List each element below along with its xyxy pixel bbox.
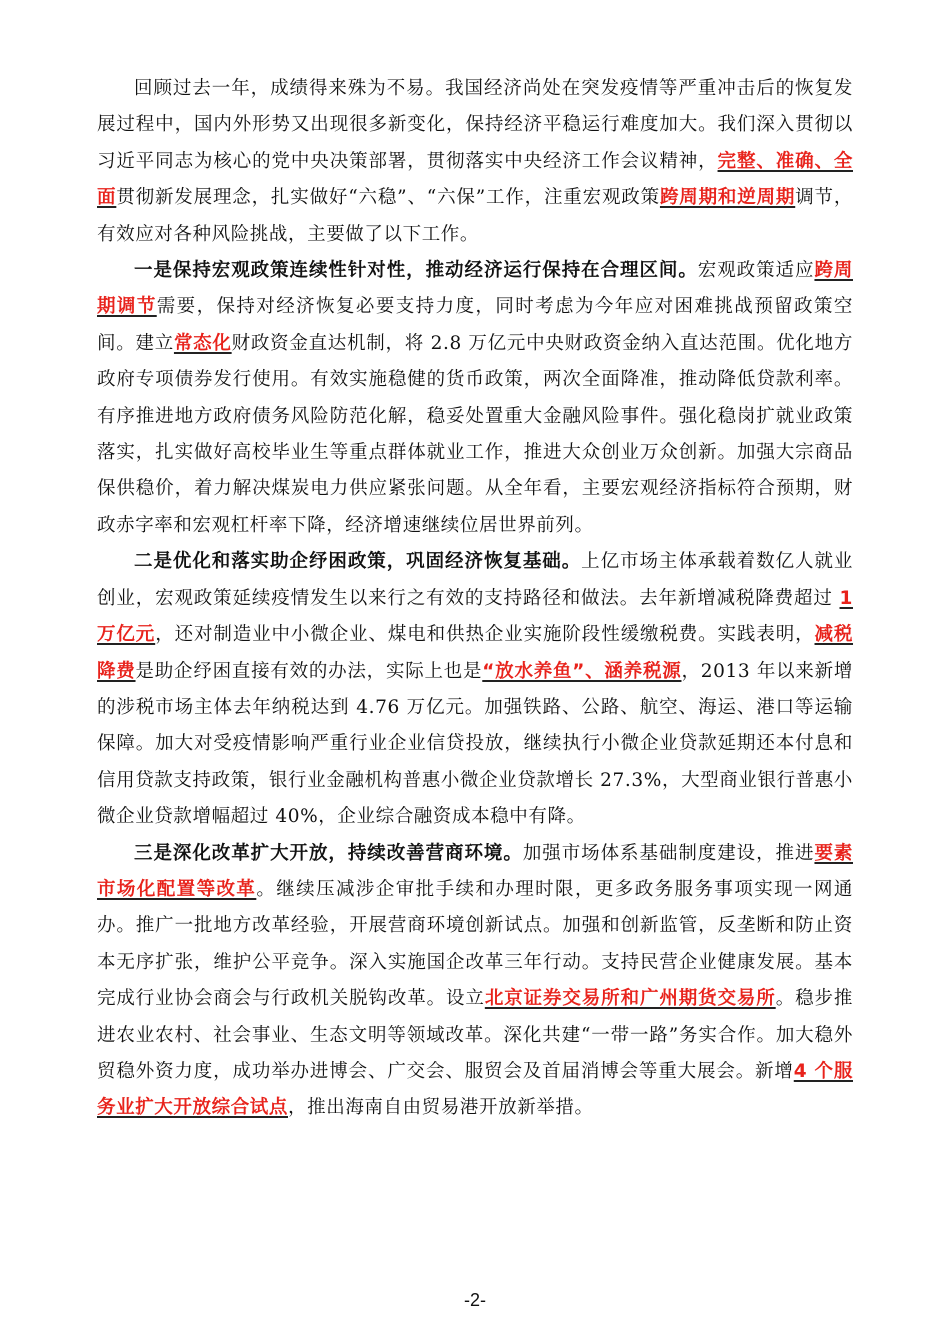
body-text: 贯彻新发展理念，扎实做好“六稳”、“六保”工作，注重宏观政策 [116,187,660,209]
body-text: 是助企纾困直接有效的办法，实际上也是 [135,660,483,682]
document-body [97,71,853,1127]
highlighted-phrase: 减税降费 [97,624,854,682]
paragraph-review [97,71,853,253]
highlighted-phrase: 1 万亿元 [97,587,853,646]
body-text: ，推出海南自由贸易港开放新举措。 [288,1097,594,1119]
highlighted-phrase: 常态化 [173,332,232,354]
highlighted-phrase: 北京证券交易所和广州期货交易所 [484,988,776,1010]
lead-sentence: 三是深化改革扩大开放，持续改善营商环境。 [134,842,523,864]
lead-sentence: 一是保持宏观政策连续性针对性，推动经济运行保持在合理区间。 [134,260,698,282]
body-text: 。继续压减涉企审批手续和办理时限，更多政务服务事项实现一网通办。推广一批地方改革经验，开展营商环境创新试点。加强和创新监管，反垄断和防止资本无序扩张，维护公平竞争。深入实施国企改革三年行动。支持民营企业健康发展。基本完成行业协会商会与行政机关脱钩改革。设立 [97,878,853,1010]
body-text: 上亿市场主体承载着数亿人就业创业，宏观政策延续疫情发生以来行之有效的支持路径和做法。去年新增减税降费超过 [97,551,853,609]
paragraph-enterprise-relief [97,544,853,835]
paragraph-macro-policy [97,253,853,544]
body-text: 财政资金直达机制，将 2.8 万亿元中央财政资金纳入直达范围。优化地方政府专项债券发行使用。有效实施稳健的货币政策，两次全面降准，推动降低贷款利率。有序推进地方政府债务风险防范化解，稳妥处置重大金融风险事件。强化稳岗扩就业政策落实，扎实做好高校毕业生等重点群体就业工作，推进大众创业万众创新。加强大宗商品保供稳价，着力解决煤炭电力供应紧张问题。从全年看，主要宏观经济指标符合预期，财政赤字率和宏观杠杆率下降，经济增速继续位居世界前列。 [97,332,853,536]
highlighted-phrase: “放水养鱼”、涵养税源 [482,660,682,682]
highlighted-phrase: 跨周期调节 [97,260,853,318]
highlighted-phrase: 4 个服务业扩大开放综合试点 [97,1060,853,1119]
highlighted-phrase: 要素市场化配置等改革 [97,842,853,900]
page-number: -2- [464,1290,486,1310]
body-text: ，还对制造业中小微企业、煤电和供热企业实施阶段性缓缴税费。实践表明， [155,624,815,646]
highlighted-phrase: 完整、准确、全面 [97,150,853,209]
body-text: 回顾过去一年，成绩得来殊为不易。我国经济尚处在突发疫情等严重冲击后的恢复发展过程中，国内外形势又出现很多新变化，保持经济平稳运行难度加大。我们深入贯彻以习近平同志为核心的党中央决策部署，贯彻落实中央经济工作会议精神， [97,78,853,172]
paragraph-reform-opening [97,836,853,1127]
body-text: ，2013 年以来新增的涉税市场主体去年纳税达到 4.76 万亿元。加强铁路、公路、航空、海运、港口等运输保障。加大对受疫情影响严重行业企业信贷投放，继续执行小微企业贷款延期还本付息和信用贷款支持政策，银行业金融机构普惠小微企业贷款增长 27.3%，大型商业银行普惠小微企业贷款增幅超过 40%，企业综合融资成本稳中有降。 [97,660,854,828]
lead-sentence: 二是优化和落实助企纾困政策，巩固经济恢复基础。 [134,551,582,573]
body-text: 。稳步推进农业农村、社会事业、生态文明等领域改革。深化共建“一带一路”务实合作。加大稳外贸稳外资力度，成功举办进博会、广交会、服贸会及首届消博会等重大展会。新增 [97,988,853,1082]
body-text: 宏观政策适应 [697,260,815,282]
body-text: 调节，有效应对各种风险挑战，主要做了以下工作。 [97,187,853,245]
highlighted-phrase: 跨周期和逆周期 [659,187,796,209]
body-text: 加强市场体系基础制度建设，推进 [522,842,815,864]
body-text: 需要，保持对经济恢复必要支持力度，同时考虑为今年应对困难挑战预留政策空间。建立 [97,296,853,354]
